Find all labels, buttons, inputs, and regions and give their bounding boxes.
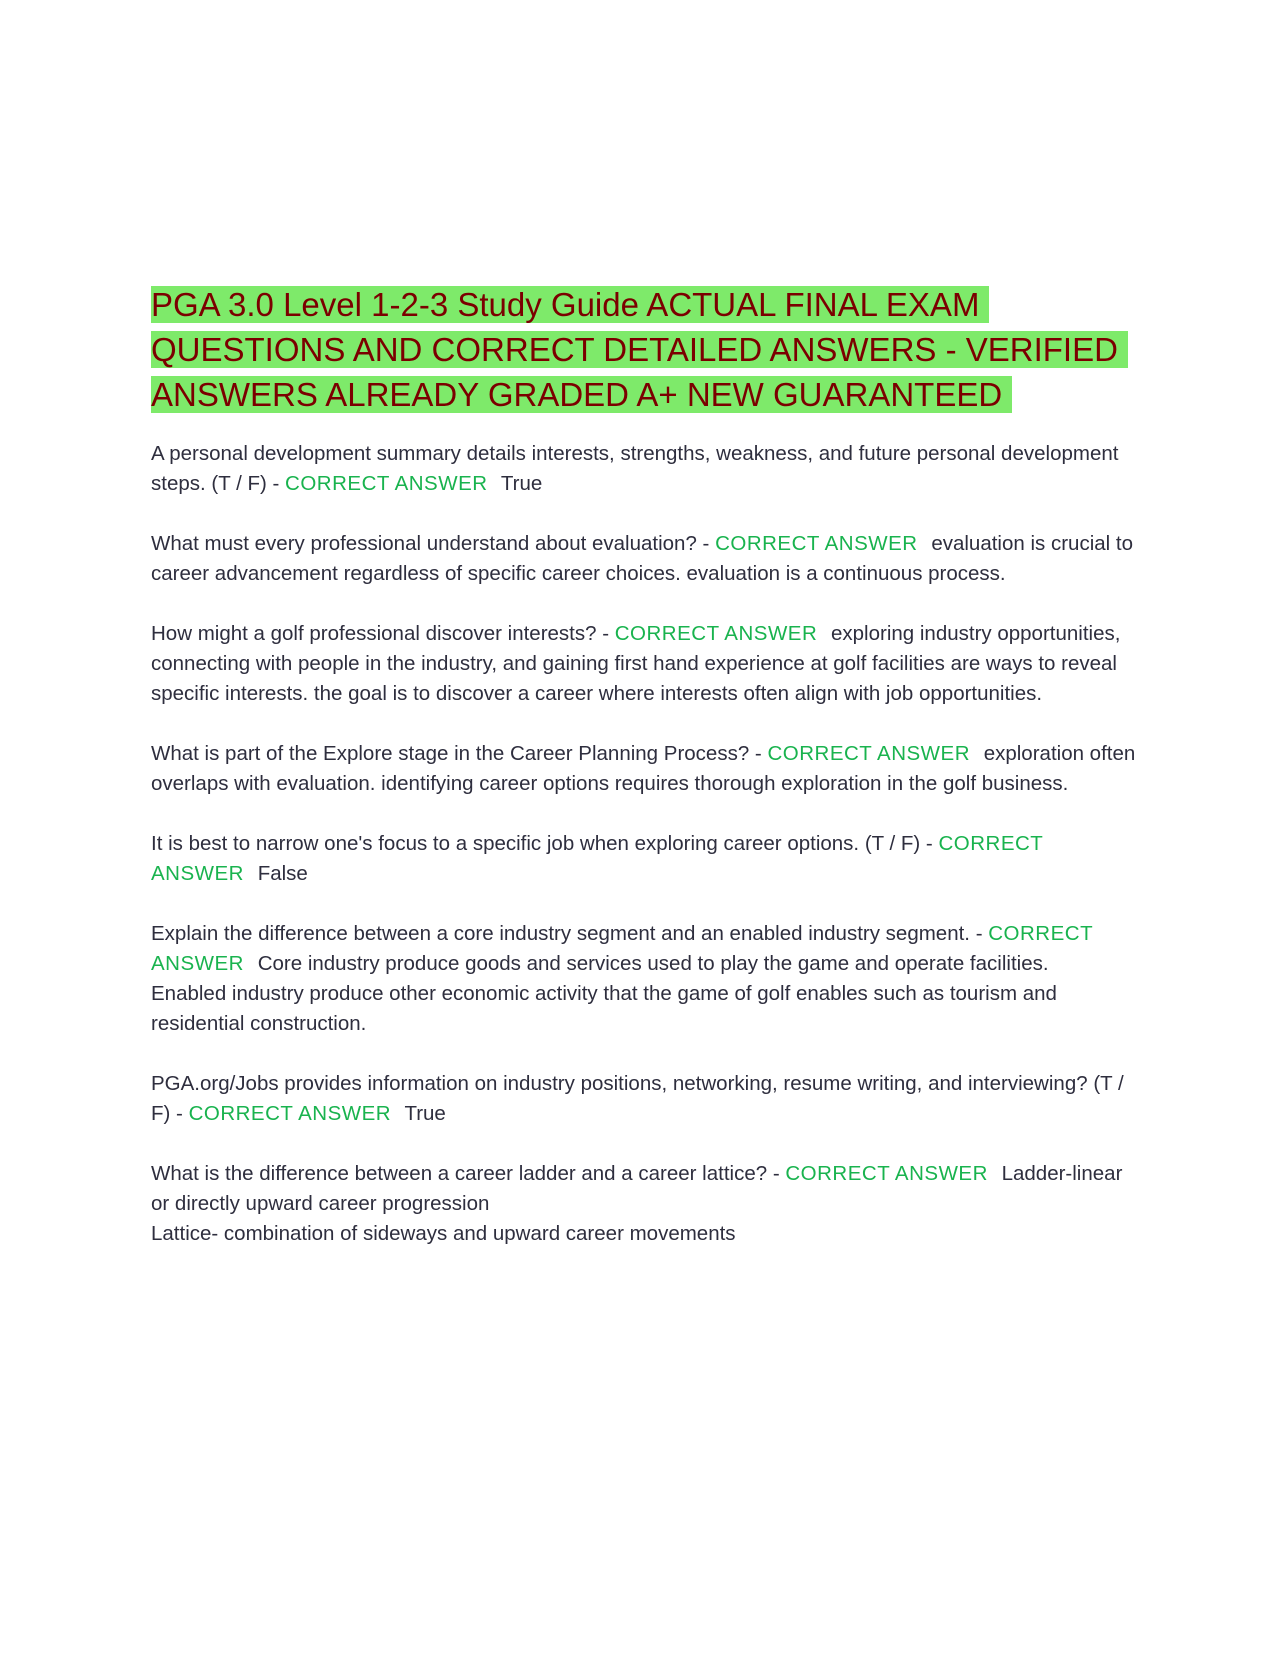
qa-item (151, 439, 1141, 499)
answer-text: Enabled industry produce other economic activity that the game of golf enables such as tourism and residential construction. (151, 982, 1057, 1035)
answer-text: evaluation is crucial to career advancement regardless of specific career choices. evaluation is a continuous process. (151, 532, 1133, 585)
answer-text: Core industry produce goods and services used to play the game and operate facilities. (257, 952, 1049, 975)
correct-answer-label: CORRECT ANSWER (151, 832, 1043, 885)
correct-answer-label: CORRECT ANSWER (767, 742, 970, 765)
question-text: It is best to narrow one's focus to a specific job when exploring career options. (T / F) - (151, 832, 933, 855)
question-text: A personal development summary details interests, strengths, weakness, and future personal development steps. (T / F) - (151, 442, 1119, 495)
answer-text: Ladder-linear or directly upward career progression (151, 1162, 1123, 1215)
answer-text: Lattice- combination of sideways and upward career movements (151, 1222, 736, 1245)
qa-item (151, 1159, 1141, 1249)
qa-item (151, 739, 1141, 799)
qa-item (151, 919, 1141, 1039)
correct-answer-label: CORRECT ANSWER (151, 922, 1093, 975)
question-text: What is the difference between a career ladder and a career lattice? - (151, 1162, 780, 1185)
document-page (151, 282, 1141, 1279)
qa-item (151, 619, 1141, 709)
correct-answer-label: CORRECT ANSWER (614, 622, 818, 645)
correct-answer-label: CORRECT ANSWER (715, 532, 918, 555)
qa-item (151, 529, 1141, 589)
question-text: PGA.org/Jobs provides information on industry positions, networking, resume writing, and interviewing? (T / F) - (151, 1072, 1124, 1125)
qa-item (151, 1069, 1141, 1129)
correct-answer-label: CORRECT ANSWER (785, 1162, 988, 1185)
document-title: PGA 3.0 Level 1-2-3 Study Guide ACTUAL FINAL EXAM QUESTIONS AND CORRECT DETAILED ANSWERS - VERIFIED ANSWERS ALREADY GRADED A+ NEW GUARANTEED (151, 282, 1141, 417)
answer-text: exploring industry opportunities, connecting with people in the industry, and gaining first hand experience at golf facilities are ways to reveal specific interests. the goal is to discover a career where interests often align with job opportunities. (151, 622, 1121, 705)
qa-list (151, 439, 1141, 1249)
question-text: What is part of the Explore stage in the Career Planning Process? - (151, 742, 762, 765)
qa-item (151, 829, 1141, 889)
question-text: How might a golf professional discover interests? - (151, 622, 610, 645)
answer-text: True (500, 472, 543, 495)
answer-text: exploration often overlaps with evaluation. identifying career options requires thorough exploration in the golf business. (151, 742, 1136, 795)
answer-text: True (404, 1102, 446, 1125)
correct-answer-label: CORRECT ANSWER (285, 472, 488, 495)
answer-text: False (257, 862, 308, 885)
question-text: What must every professional understand about evaluation? - (151, 532, 710, 555)
question-text: Explain the difference between a core industry segment and an enabled industry segment. - (151, 922, 983, 945)
correct-answer-label: CORRECT ANSWER (188, 1102, 392, 1125)
